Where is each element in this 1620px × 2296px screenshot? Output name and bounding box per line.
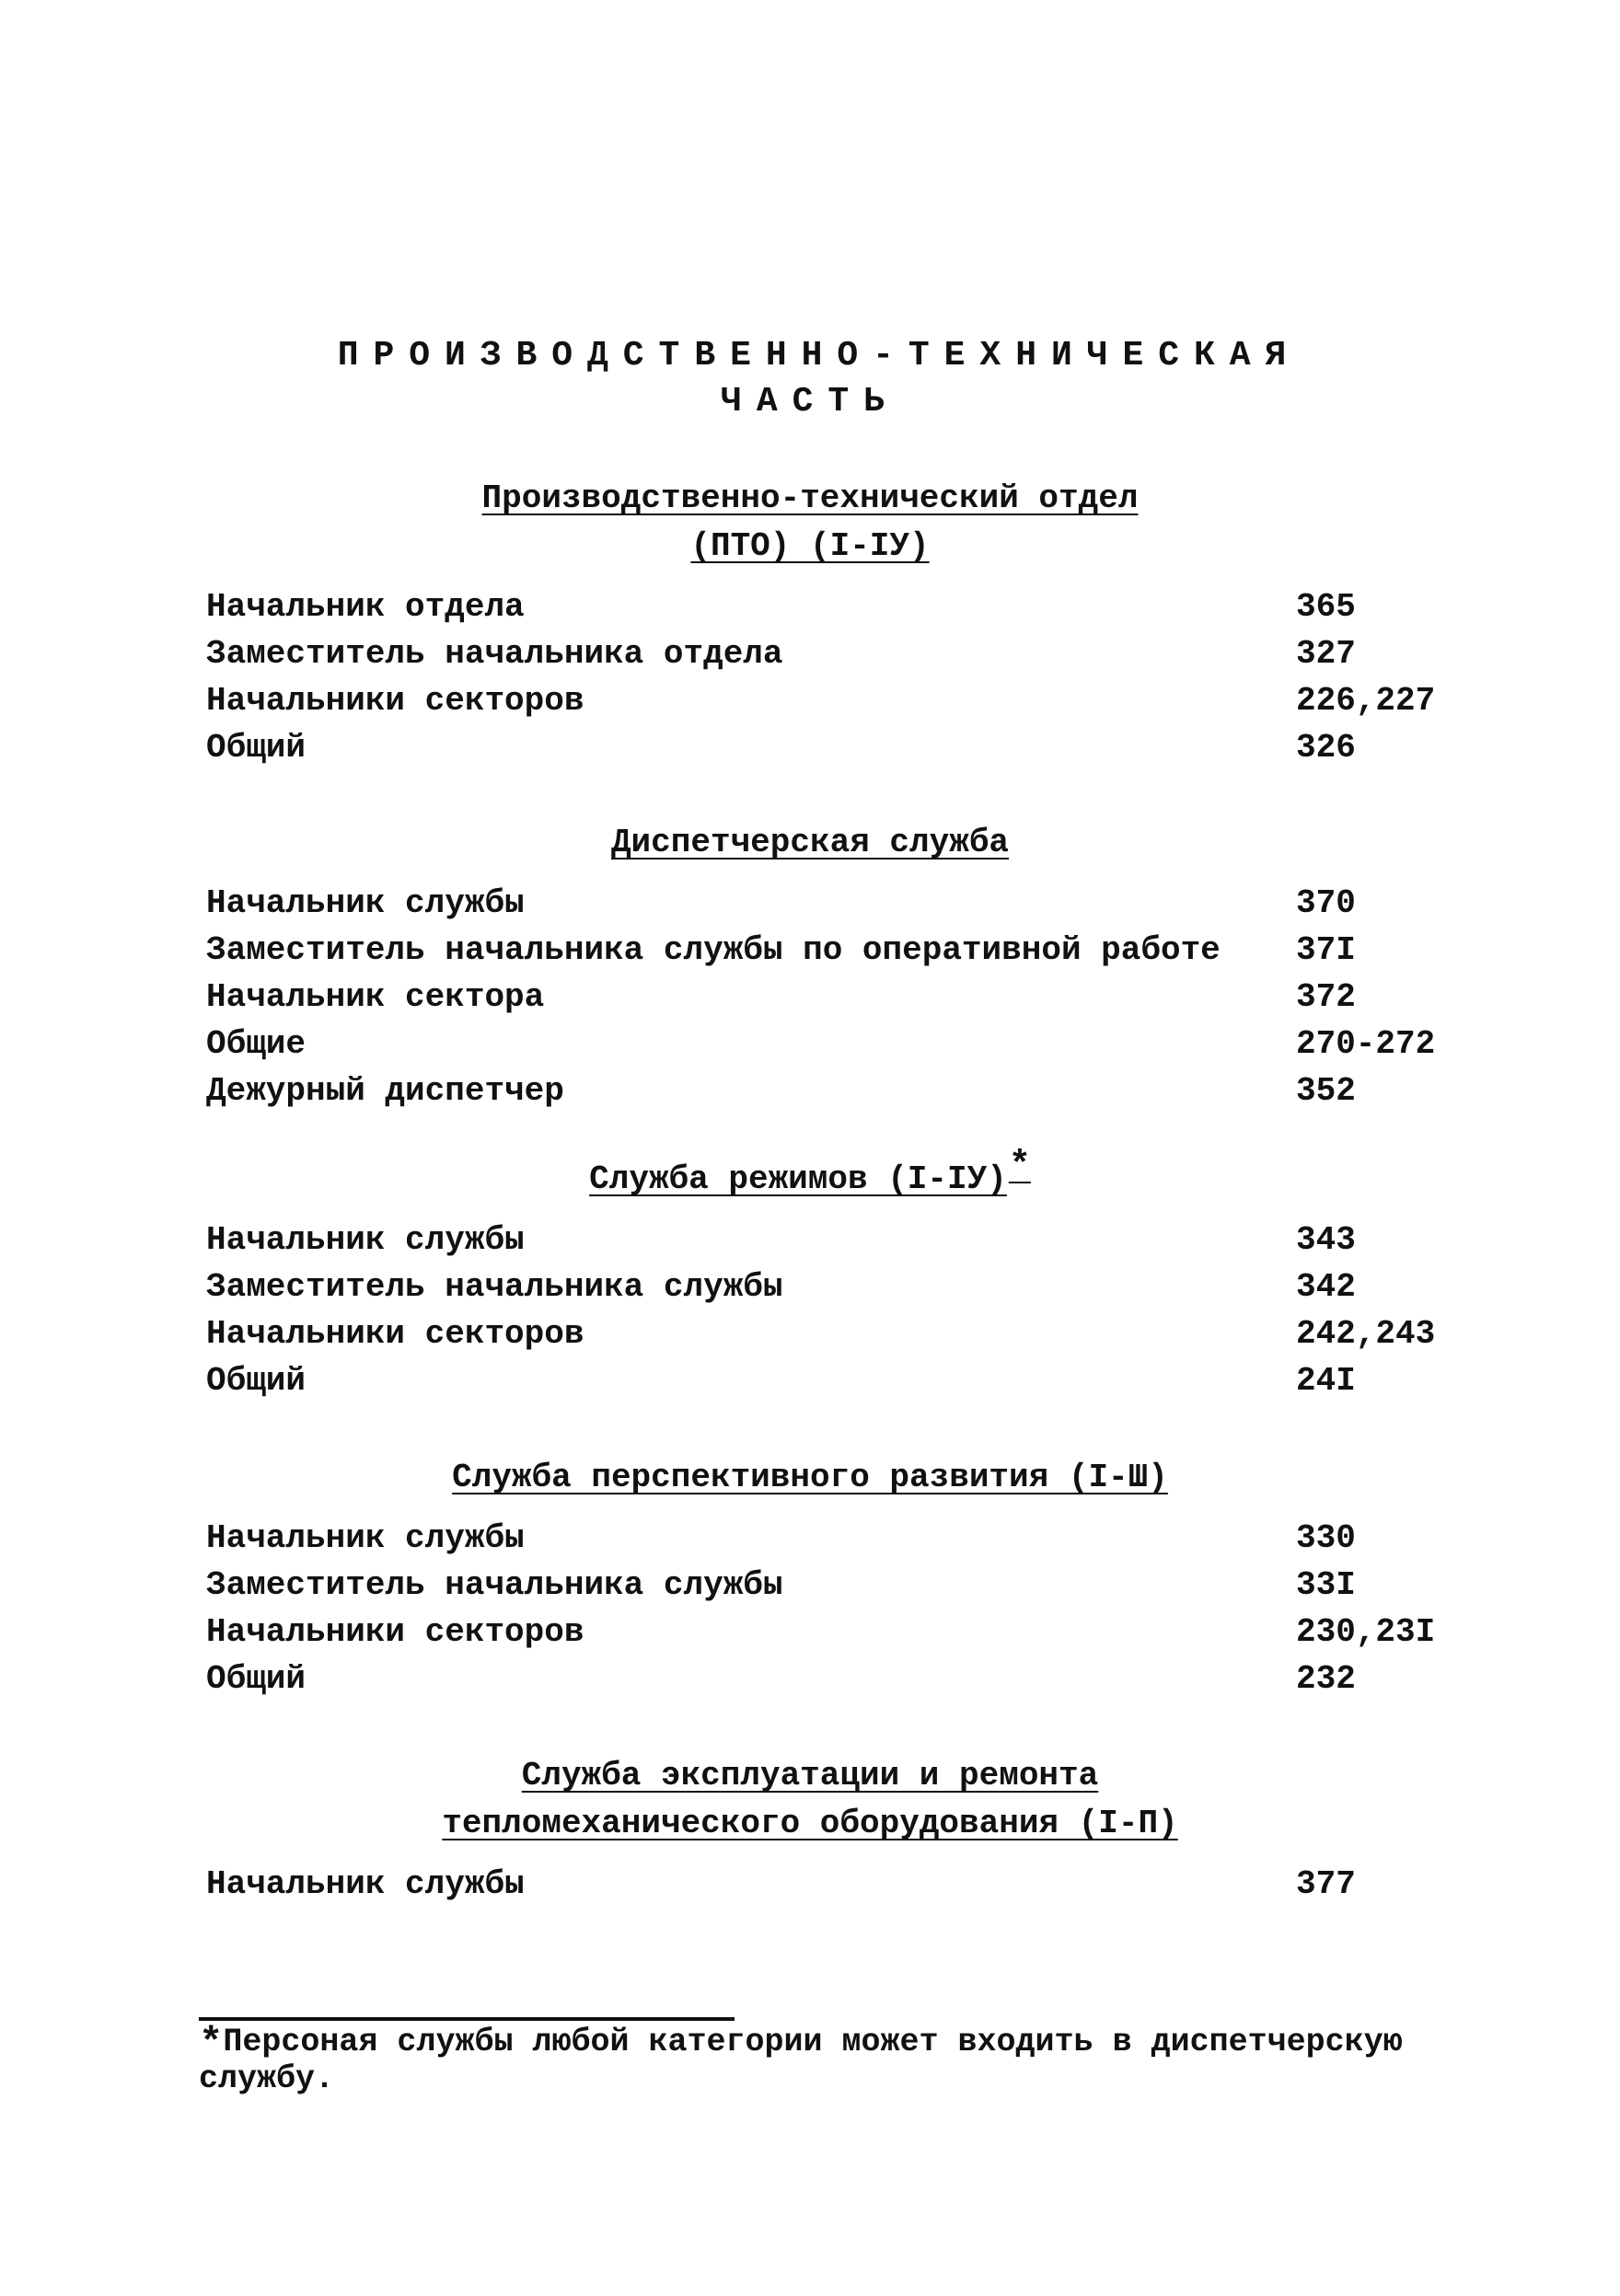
position-label: Общие bbox=[206, 1025, 307, 1063]
footnote bbox=[199, 2021, 1441, 2097]
position-label: Общий bbox=[206, 1362, 307, 1400]
footnote-marker: * bbox=[199, 2021, 224, 2067]
list-item bbox=[0, 583, 1620, 630]
section-heading bbox=[0, 475, 1620, 571]
section-modes bbox=[0, 1146, 1620, 1404]
position-label: Общий bbox=[206, 729, 307, 767]
position-label: Заместитель начальника службы bbox=[206, 1268, 783, 1306]
section-heading-line: Производственно-технический отдел bbox=[481, 479, 1139, 517]
list-item bbox=[0, 1067, 1620, 1114]
position-label: Заместитель начальника отдела bbox=[206, 635, 783, 673]
phone-number: 352 bbox=[1296, 1072, 1356, 1110]
list-item bbox=[0, 974, 1620, 1021]
list-item bbox=[0, 1217, 1620, 1263]
phone-number: 230,23I bbox=[1296, 1613, 1436, 1651]
phone-number: 242,243 bbox=[1296, 1315, 1436, 1353]
position-label: Общий bbox=[206, 1660, 307, 1698]
position-label: Начальник сектора bbox=[206, 978, 545, 1016]
phone-number: 330 bbox=[1296, 1519, 1356, 1557]
phone-number: 327 bbox=[1296, 635, 1356, 673]
phone-number: 226,227 bbox=[1296, 682, 1436, 720]
section-heading-line: Служба перспективного развития (I-Ш) bbox=[452, 1459, 1168, 1496]
position-label: Дежурный диспетчер bbox=[206, 1072, 564, 1110]
list-item bbox=[0, 1861, 1620, 1908]
phone-number: 365 bbox=[1296, 588, 1356, 626]
list-item bbox=[0, 1656, 1620, 1702]
footnote-text: службу. bbox=[199, 2060, 335, 2097]
list-item bbox=[0, 1609, 1620, 1656]
section-heading bbox=[0, 819, 1620, 867]
list-item bbox=[0, 1310, 1620, 1357]
list-item bbox=[0, 1021, 1620, 1067]
list-item bbox=[0, 630, 1620, 677]
list-item bbox=[0, 1562, 1620, 1609]
section-heading-line: (ПТО) (I-IУ) bbox=[690, 527, 930, 565]
section-development bbox=[0, 1454, 1620, 1702]
position-label: Начальник службы bbox=[206, 1221, 525, 1259]
list-item bbox=[0, 1357, 1620, 1404]
phone-number: 370 bbox=[1296, 884, 1356, 922]
section-heading bbox=[0, 1146, 1620, 1204]
position-label: Заместитель начальника службы по оперативной работе bbox=[206, 931, 1221, 969]
footnote-text: Персоная службы любой категории может входить в диспетчерскую bbox=[223, 2024, 1403, 2060]
phone-number: 326 bbox=[1296, 729, 1356, 767]
section-pto bbox=[0, 475, 1620, 771]
list-item bbox=[0, 1515, 1620, 1562]
phone-number: 270-272 bbox=[1296, 1025, 1436, 1063]
phone-number: 342 bbox=[1296, 1268, 1356, 1306]
position-label: Начальники секторов bbox=[206, 1613, 584, 1651]
phone-number: 377 bbox=[1296, 1865, 1356, 1903]
position-label: Начальник службы bbox=[206, 1519, 525, 1557]
phone-number: 343 bbox=[1296, 1221, 1356, 1259]
section-heading-line: Служба эксплуатации и ремонта bbox=[521, 1757, 1099, 1794]
position-label: Заместитель начальника службы bbox=[206, 1566, 783, 1604]
list-item bbox=[0, 927, 1620, 974]
section-heading bbox=[0, 1752, 1620, 1848]
phone-number: 232 bbox=[1296, 1660, 1356, 1698]
list-item bbox=[0, 880, 1620, 927]
position-label: Начальник службы bbox=[206, 884, 525, 922]
list-item bbox=[0, 724, 1620, 771]
document-title: ПРОИЗВОДСТВЕННО-ТЕХНИЧЕСКАЯ bbox=[337, 336, 1302, 375]
section-heading bbox=[0, 1454, 1620, 1502]
list-item bbox=[0, 1263, 1620, 1310]
section-heading-line: Служба режимов (I-IУ) bbox=[589, 1160, 1007, 1198]
position-label: Начальники секторов bbox=[206, 682, 584, 720]
position-label: Начальник службы bbox=[206, 1865, 525, 1903]
phone-number: 37I bbox=[1296, 931, 1356, 969]
footnote-marker: * bbox=[1008, 1146, 1031, 1187]
section-heading-line: тепломеханического оборудования (I-П) bbox=[442, 1805, 1178, 1842]
position-label: Начальник отдела bbox=[206, 588, 525, 626]
phone-number: 372 bbox=[1296, 978, 1356, 1016]
list-item bbox=[0, 677, 1620, 724]
document-subtitle: ЧАСТЬ bbox=[721, 382, 899, 421]
position-label: Начальники секторов bbox=[206, 1315, 584, 1353]
phone-number: 33I bbox=[1296, 1566, 1356, 1604]
phone-number: 24I bbox=[1296, 1362, 1356, 1400]
footnote-divider bbox=[199, 2017, 735, 2021]
section-maintenance bbox=[0, 1752, 1620, 1908]
section-heading-line: Диспетчерская служба bbox=[610, 824, 1010, 861]
section-dispatch bbox=[0, 819, 1620, 1114]
